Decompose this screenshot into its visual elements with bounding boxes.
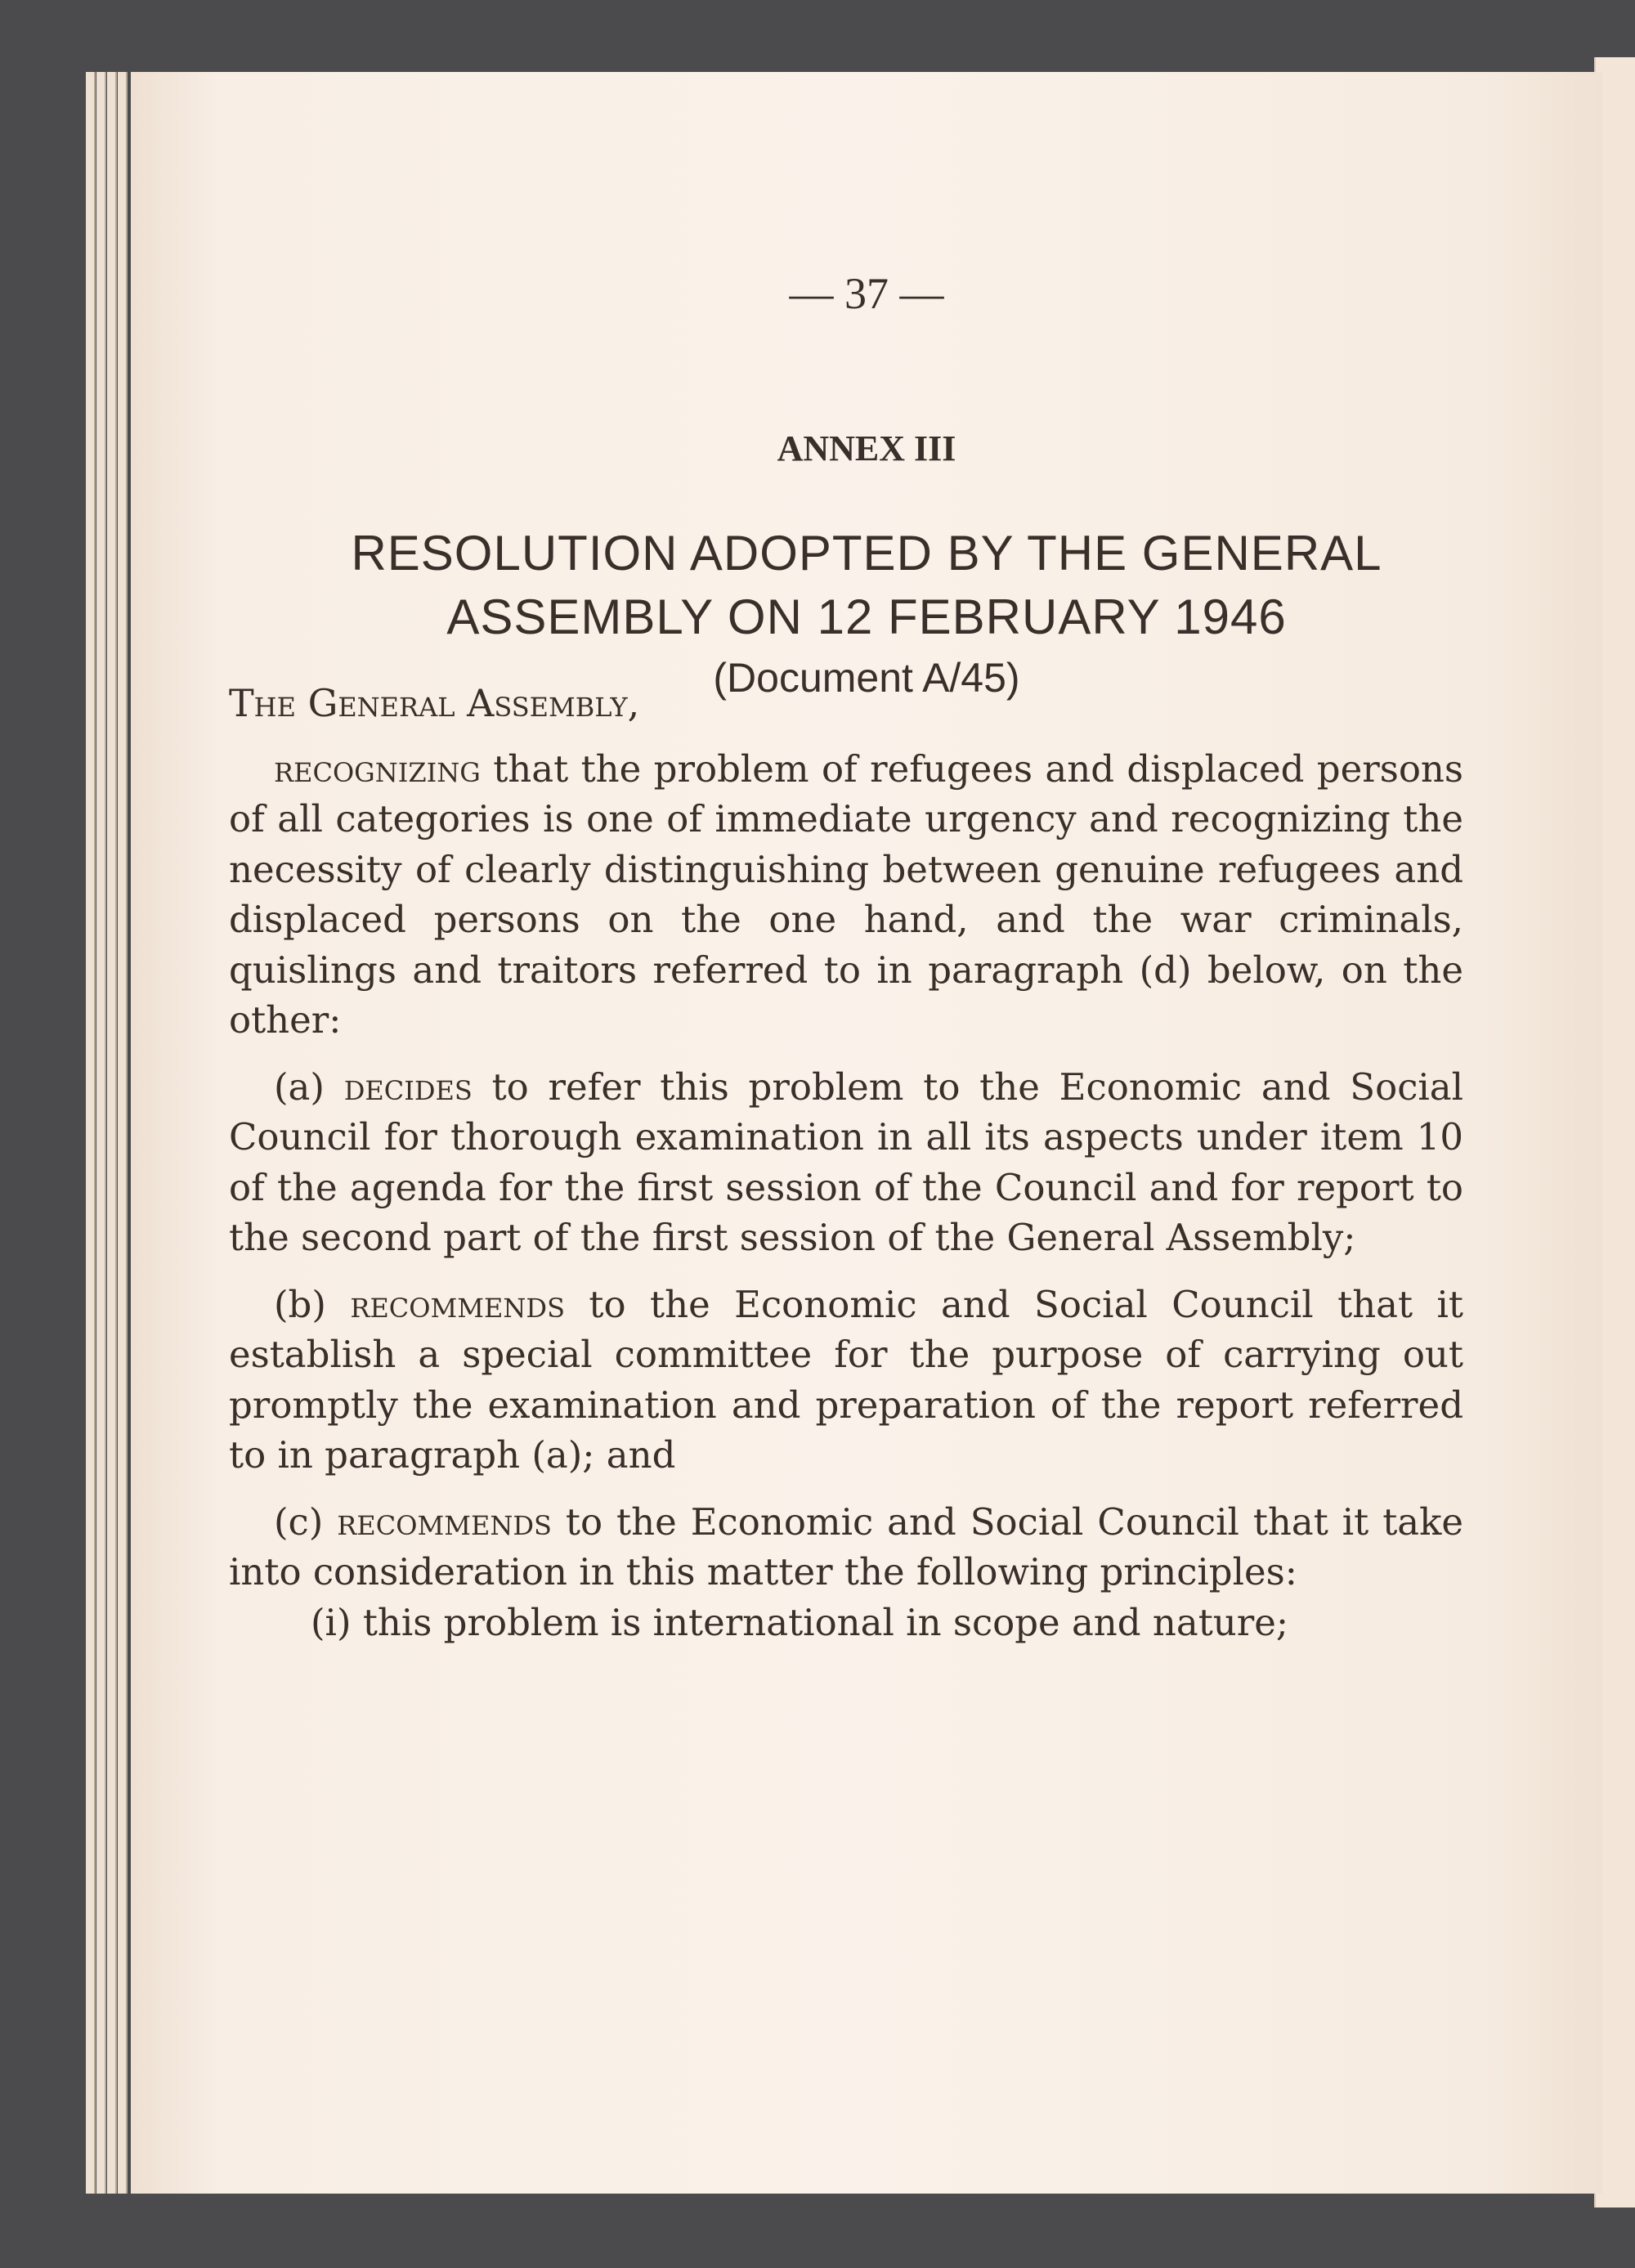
item-c [229,1497,1463,1598]
item-label: (a) [274,1065,325,1109]
item-verb: decides [343,1065,473,1109]
title-line-2: ASSEMBLY ON 12 FEBRUARY 1946 [446,589,1287,644]
item-text: to refer this problem to the Economic and Social Council for thorough examination in all its aspects under item 10 of the agenda for the first session of the Council and for report to the second part of the first session of the General Assembly; [229,1065,1464,1259]
page-edge [96,72,106,2194]
subitem-label: (i) [311,1600,352,1644]
page-edge [107,72,117,2194]
salutation: The General Assembly, [229,681,640,725]
title-line-1: RESOLUTION ADOPTED BY THE GENERAL [351,526,1382,580]
item-verb: recommends [337,1499,552,1544]
resolution-body [229,679,1463,1647]
item-b [229,1280,1463,1481]
item-verb: recommends [350,1282,565,1326]
subitem-text: this problem is international in scope and nature; [362,1600,1289,1644]
page-edge [86,72,96,2194]
recognizing-lead: recognizing [274,746,481,791]
page-number: — 37 — [789,269,944,318]
resolution-title [131,522,1602,649]
recognizing-text: that the problem of refugees and displaced persons of all categories is one of immediate urgency and recognizing the necessity of clearly distinguishing between genuine refugees and displaced persons on the one hand, and the war criminals, quislings and traitors referred to in paragraph (d) below, on the other: [229,746,1463,1042]
item-text: to the Economic and Social Council that it establish a special committee for the purpose of carrying out promptly the examination and preparation of the report referred to in paragraph (a); and [229,1282,1463,1477]
item-a [229,1062,1463,1263]
page-edge [118,72,128,2194]
recognizing-paragraph [229,744,1463,1046]
document-reference: (Document A/45) [713,655,1020,701]
item-text: to the Economic and Social Council that it take into consideration in this matter the following principles: [229,1499,1463,1593]
item-label: (b) [274,1282,326,1326]
subitem-i [229,1598,1463,1648]
item-label: (c) [274,1499,324,1544]
annex-heading: ANNEX III [777,428,956,468]
